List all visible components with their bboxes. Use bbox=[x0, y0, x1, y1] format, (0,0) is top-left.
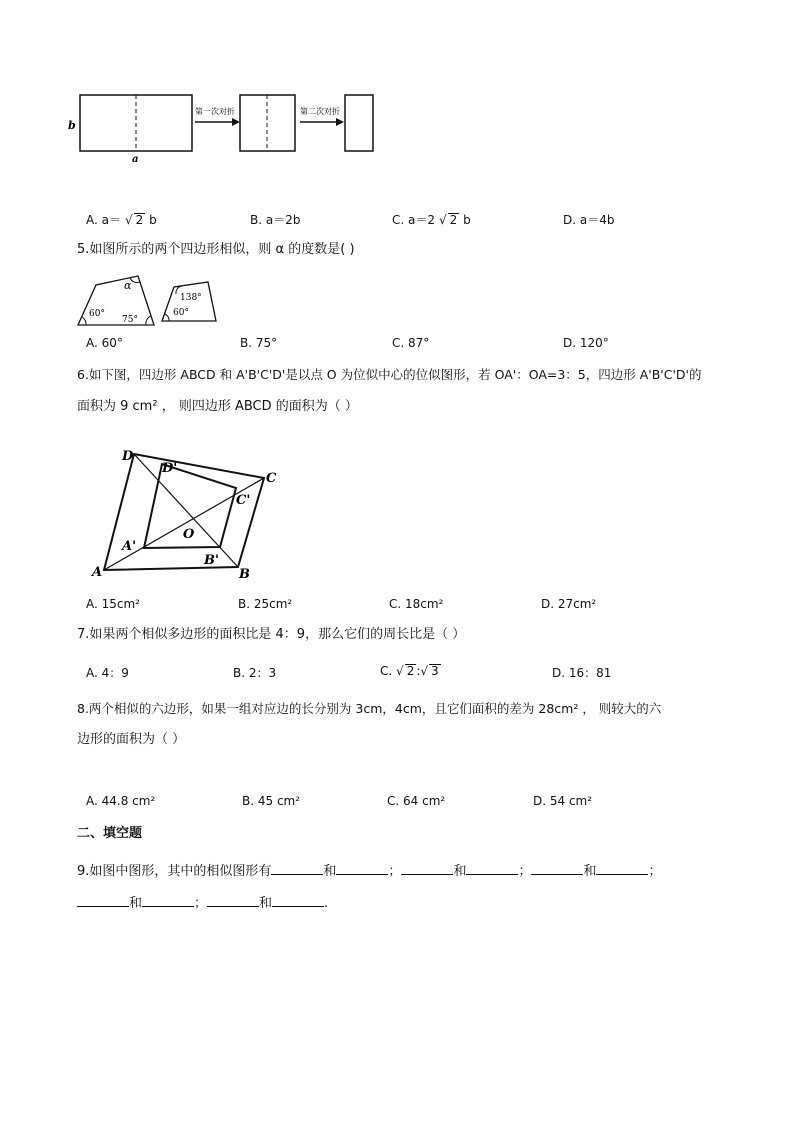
label-D: D bbox=[122, 449, 134, 464]
arrow2-head bbox=[336, 118, 344, 126]
blank-10[interactable] bbox=[272, 894, 324, 907]
label-O: O bbox=[183, 527, 195, 542]
arrow2-label: 第二次对折 bbox=[300, 107, 340, 116]
label-right-138: 138° bbox=[180, 293, 202, 303]
label-alpha: α bbox=[124, 279, 132, 292]
q8-stem-line2: 边形的面积为（ ） bbox=[77, 732, 186, 747]
label-left-75: 75° bbox=[122, 315, 138, 325]
blank-1[interactable] bbox=[271, 862, 323, 875]
label-A1: A' bbox=[122, 539, 137, 554]
label-B1: B' bbox=[204, 553, 219, 568]
q4-option-a: A. a＝ √ 2 b bbox=[86, 213, 157, 227]
q4-option-b: B. a＝2b bbox=[250, 213, 301, 227]
blank-3[interactable] bbox=[401, 862, 453, 875]
q8-option-b: B. 45 cm² bbox=[242, 794, 301, 808]
q7-stem: 7.如果两个相似多边形的面积比是 4：9，那么它们的周长比是（ ） bbox=[77, 627, 466, 642]
diag-AC bbox=[104, 478, 264, 570]
q5-figure bbox=[74, 270, 224, 332]
q9-line2: 和 ； 和 . bbox=[77, 894, 328, 913]
q8-option-d: D. 54 cm² bbox=[533, 794, 593, 808]
arrow1-label: 第一次对折 bbox=[195, 107, 235, 116]
q6-figure bbox=[88, 440, 288, 580]
fold-figure bbox=[64, 88, 394, 170]
blank-6[interactable] bbox=[596, 862, 648, 875]
q6-option-b: B. 25cm² bbox=[238, 597, 293, 611]
q5-stem: 5.如图所示的两个四边形相似，则 α 的度数是( ) bbox=[77, 242, 355, 257]
blank-4[interactable] bbox=[466, 862, 518, 875]
q6-option-d: D. 27cm² bbox=[541, 597, 597, 611]
arrow1-head bbox=[232, 118, 240, 126]
q8-option-c: C. 64 cm² bbox=[387, 794, 446, 808]
q4-option-d: D. a＝4b bbox=[563, 213, 615, 227]
label-A: A bbox=[92, 565, 103, 580]
label-B: B bbox=[239, 567, 250, 580]
label-left-60: 60° bbox=[89, 309, 105, 319]
label-C: C bbox=[266, 471, 277, 486]
q7-option-b: B. 2：3 bbox=[233, 666, 277, 680]
q7-option-a: A. 4：9 bbox=[86, 666, 129, 680]
section-title-fill-blank: 二、填空题 bbox=[77, 826, 143, 841]
arc-left-60 bbox=[82, 317, 86, 325]
label-D1: D' bbox=[162, 461, 178, 476]
q8-option-a: A. 44.8 cm² bbox=[86, 794, 156, 808]
label-a: a bbox=[132, 154, 139, 165]
folded-rect-2 bbox=[345, 95, 373, 151]
q5-option-b: B. 75° bbox=[240, 336, 278, 350]
q8-stem-line1: 8.两个相似的六边形，如果一组对应边的长分别为 3cm，4cm，且它们面积的差为 28cm² ， 则较大的六 bbox=[77, 701, 662, 716]
q5-option-a: A. 60° bbox=[86, 336, 123, 350]
label-b: b bbox=[68, 119, 76, 132]
arc-left-75 bbox=[146, 316, 151, 325]
label-right-60: 60° bbox=[173, 308, 189, 318]
q4-option-c: C. a＝2 √ 2 b bbox=[392, 213, 471, 227]
q6-option-c: C. 18cm² bbox=[389, 597, 444, 611]
q6-option-a: A. 15cm² bbox=[86, 597, 140, 611]
q6-stem-line1: 6.如下图，四边形 ABCD 和 A'B'C'D'是以点 O 为位似中心的位似图形，若 OA'：OA=3：5，四边形 A'B'C'D'的 bbox=[77, 367, 702, 382]
q5-option-c: C. 87° bbox=[392, 336, 430, 350]
arc-right-60 bbox=[165, 314, 169, 321]
q7-option-d: D. 16：81 bbox=[552, 666, 612, 680]
blank-5[interactable] bbox=[531, 862, 583, 875]
blank-2[interactable] bbox=[336, 862, 388, 875]
label-C1: C' bbox=[236, 493, 251, 508]
q5-option-d: D. 120° bbox=[563, 336, 609, 350]
blank-8[interactable] bbox=[142, 894, 194, 907]
q9-line1: 9.如图中图形，其中的相似图形有 和 ； 和 ； 和 ； bbox=[77, 864, 662, 879]
blank-7[interactable] bbox=[77, 894, 129, 907]
q7-option-c: C. √ 2 :√ 3 bbox=[380, 664, 439, 678]
q6-stem-line2: 面积为 9 cm² ， 则四边形 ABCD 的面积为（ ） bbox=[77, 399, 358, 414]
blank-9[interactable] bbox=[207, 894, 259, 907]
